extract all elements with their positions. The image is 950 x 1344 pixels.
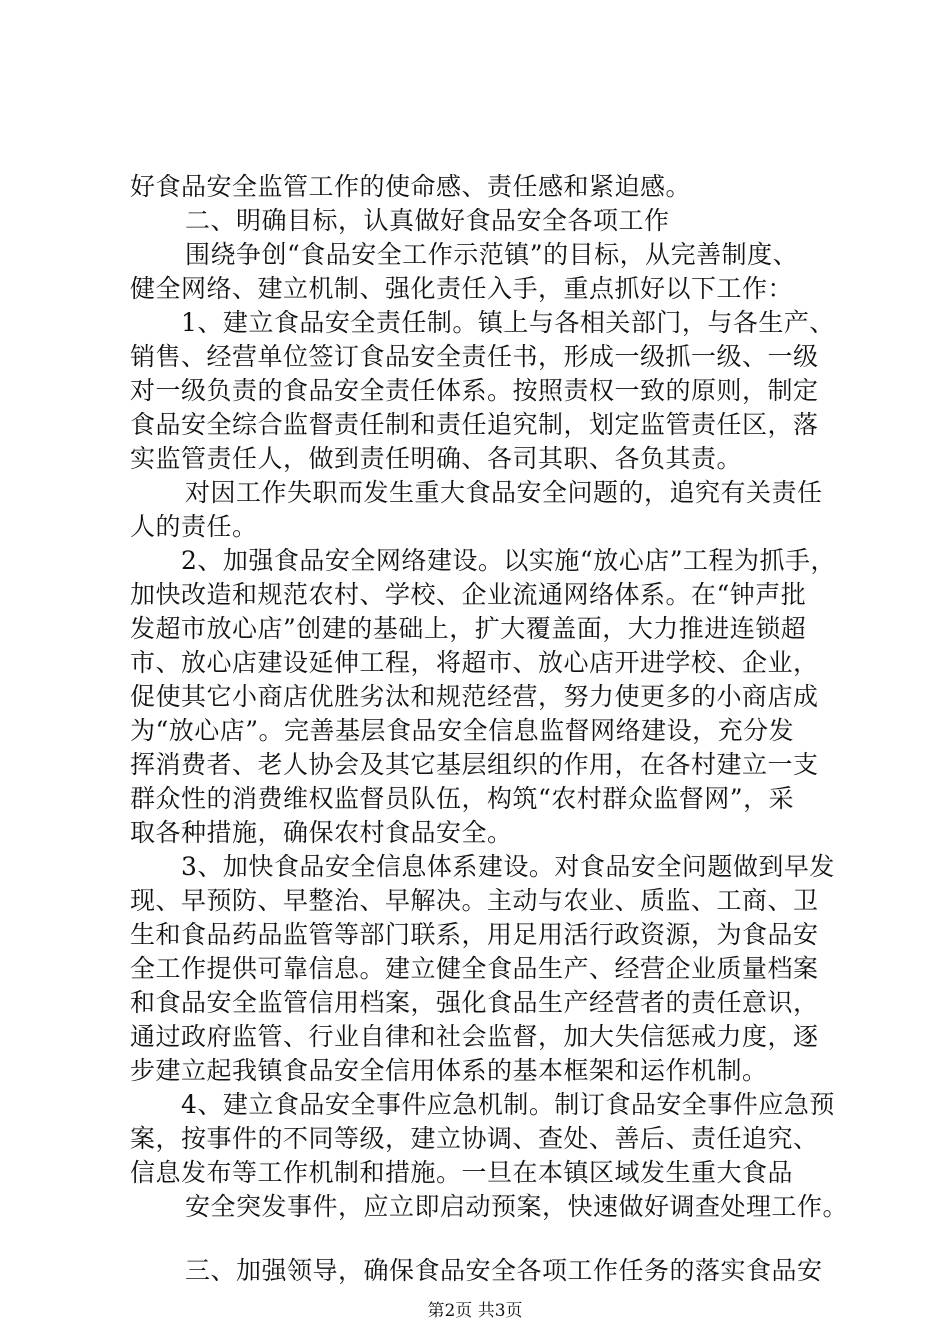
text-line: 围绕争创“食品安全工作示范镇”的目标，从完善制度、 [185,240,799,269]
text-line: 好食品安全监管工作的使命感、责任感和紧迫感。 [130,172,692,201]
text-line: 通过政府监管、行业自律和社会监督，加大失信惩戒力度，逐 [130,1022,819,1051]
text-line: 群众性的消费维权监督员队伍，构筑“农村群众监督网”，采 [130,784,795,813]
text-line: 促使其它小商店优胜劣汰和规范经营，努力使更多的小商店成 [130,682,819,711]
text-line: 3、加快食品安全信息体系建设。对食品安全问题做到早发 [181,852,835,881]
text-line: 生和食品药品监管等部门联系，用足用活行政资源，为食品安 [130,920,819,949]
text-line: 和食品安全监管信用档案，强化食品生产经营者的责任意识， [130,988,819,1017]
text-line: 现、早预防、早整治、早解决。主动与农业、质监、工商、卫 [130,886,819,915]
section-heading: 三、加强领导，确保食品安全各项工作任务的落实食品安 [185,1256,823,1285]
text-line: 4、建立食品安全事件应急机制。制订食品安全事件应急预 [181,1090,835,1119]
text-line: 安全突发事件，应立即启动预案，快速做好调查处理工作。 [185,1192,849,1221]
text-line: 步建立起我镇食品安全信用体系的基本框架和运作机制。 [130,1056,768,1085]
text-line: 案，按事件的不同等级，建立协调、查处、善后、责任追究、 [130,1124,819,1153]
text-line: 全工作提供可靠信息。建立健全食品生产、经营企业质量档案 [130,954,819,983]
text-line: 挥消费者、老人协会及其它基层组织的作用，在各村建立一支 [130,750,819,779]
text-line: 食品安全综合监督责任制和责任追究制，划定监管责任区，落 [130,410,819,439]
text-line: 市、放心店建设延伸工程，将超市、放心店开进学校、企业， [130,648,819,677]
text-line: 信息发布等工作机制和措施。一旦在本镇区域发生重大食品 [130,1158,794,1187]
text-line: 健全网络、建立机制、强化责任入手，重点抓好以下工作： [130,274,794,303]
text-line: 1、建立食品安全责任制。镇上与各相关部门，与各生产、 [181,308,835,337]
text-line: 为“放心店”。完善基层食品安全信息监督网络建设，充分发 [130,716,795,745]
text-line: 人的责任。 [130,512,258,541]
text-line: 销售、经营单位签订食品安全责任书，形成一级抓一级、一级 [130,342,819,371]
text-line: 2、加强食品安全网络建设。以实施“放心店”工程为抓手， [181,546,836,575]
text-line: 对因工作失职而发生重大食品安全问题的，追究有关责任 [185,478,823,507]
section-heading: 二、明确目标，认真做好食品安全各项工作 [185,206,670,235]
text-line: 取各种措施，确保农村食品安全。 [130,818,513,847]
text-line: 发超市放心店”创建的基础上，扩大覆盖面，大力推进连锁超 [130,614,807,643]
text-line: 对一级负责的食品安全责任体系。按照责权一致的原则，制定 [130,376,819,405]
page-footer: 第2页 共3页 [427,1301,523,1321]
text-line: 加快改造和规范农村、学校、企业流通网络体系。在“钟声批 [130,580,807,609]
text-line: 实监管责任人，做到责任明确、各司其职、各负其责。 [130,444,743,473]
